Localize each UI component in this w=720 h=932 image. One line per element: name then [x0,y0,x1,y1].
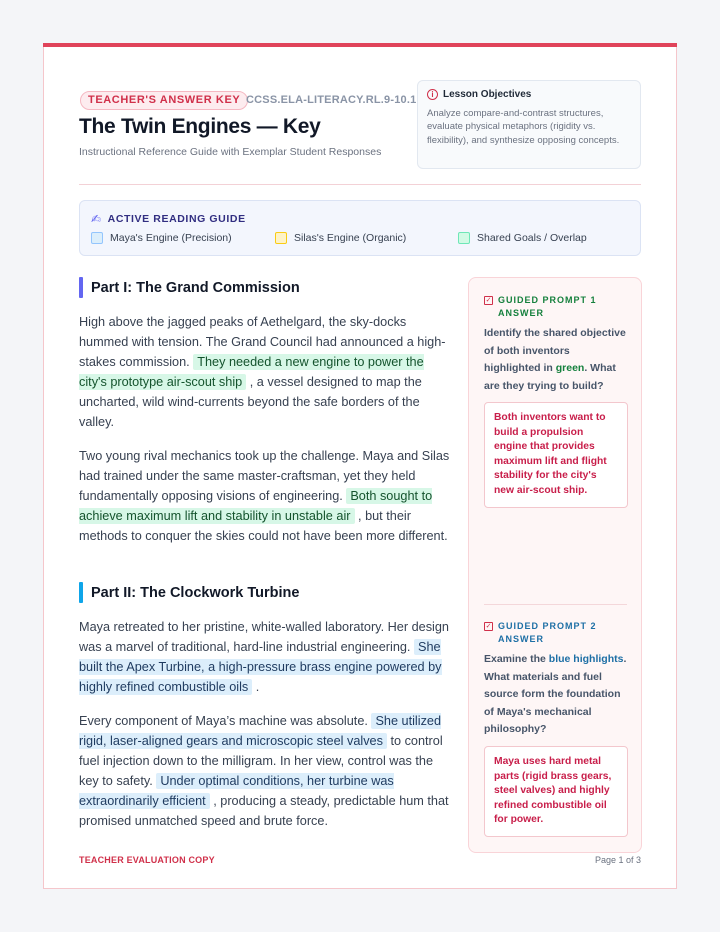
story-paragraph [79,617,454,697]
prompt-2-answer: Maya uses hard metal parts (rigid brass gears, steel valves) and highly refined combustible oil for power. [484,746,628,837]
pen-icon: ✍ [91,212,102,226]
section-heading-part-1 [79,277,300,298]
page-subtitle: Instructional Reference Guide with Exemplar Student Responses [79,146,382,158]
paragraph-text: . [252,680,260,695]
question-keyword: blue highlights [548,653,624,665]
paragraph-text: , but their methods to conquer the skies could not have been more different. [79,509,448,544]
maya-engine-highlight: She built the Apex Turbine, a high-pressure brass engine powered by highly refined combustible oils [79,640,442,695]
prompt-1-label: GUIDED PROMPT 1 ANSWER [498,295,597,318]
question-text: . What are they trying to build? [484,362,616,392]
shared-goal-highlight: Both sought to achieve maximum lift and stability in unstable air [79,489,433,524]
answer-key-badge: TEACHER'S ANSWER KEY [80,91,248,110]
footer-copy-label: TEACHER EVALUATION COPY [79,855,215,865]
legend-label: Silas's Engine (Organic) [294,232,407,244]
question-text: Examine the [484,653,549,665]
legend-item-silas [275,232,406,244]
maya-engine-highlight: She utilized rigid, laser-aligned gears and microscopic steel valves [79,714,442,749]
story-paragraph [79,711,454,832]
page-title: The Twin Engines — Key [79,115,321,138]
legend-label: Maya's Engine (Precision) [110,232,232,244]
accent-top-bar [43,43,677,47]
section-title: Part II: The Clockwork Turbine [91,584,300,601]
page-number: Page 1 of 3 [594,855,641,865]
checkbox-check-icon: ✓ [485,297,492,304]
legend-swatch-blue [91,232,103,244]
info-icon: i [427,89,438,100]
legend-swatch-yellow [275,232,287,244]
guided-prompts-sidebar [468,277,642,853]
prompt-2-label: GUIDED PROMPT 2 ANSWER [498,621,597,644]
prompt-1-answer: Both inventors want to build a propulsion engine that provides maximum lift and flight stability for the city's new air-scout ship. [484,402,628,508]
header-divider [79,184,641,185]
maya-engine-highlight: Under optimal conditions, her turbine was extraordinarily efficient [79,774,394,809]
section-accent-bar [79,277,83,298]
checkbox-check-icon: ✓ [485,623,492,630]
question-keyword: green [555,362,585,374]
paragraph-text: , a vessel designed to map the uncharted, wild wind-currents beyond the safe borders of the valley. [79,375,422,430]
prompt-2-question [484,651,629,739]
legend-item-shared [458,232,587,244]
paragraph-text: , producing a steady, predictable hum that promised unmatched speed and brute force. [79,794,449,829]
guide-header [91,212,246,226]
active-reading-guide [79,200,641,256]
objectives-title: Lesson Objectives [443,89,532,100]
worksheet-page [43,43,677,889]
prompt-1-question [484,325,629,395]
question-text: Identify the shared objective of both inventors highlighted in [484,327,626,374]
legend-item-maya [91,232,232,244]
story-paragraph [79,446,454,546]
shared-goal-highlight: They needed a new engine to power the city's prototype air-scout ship [79,355,424,390]
paragraph-text: High above the jagged peaks of Aethelgard, the sky-docks hummed with tension. The Grand Council had announced a high-stakes commission. [79,315,446,370]
legend-label: Shared Goals / Overlap [477,232,587,244]
standard-code: CCSS.ELA-LITERACY.RL.9-10.1 [246,94,417,106]
paragraph-text: Maya retreated to her pristine, white-walled laboratory. Her design was a marvel of traditional, hard-line industrial engineering. [79,620,449,655]
legend-swatch-green [458,232,470,244]
paragraph-text: Two young rival mechanics took up the challenge. Maya and Silas had trained under the same master-craftsman, yet they held fundamentally opposing visions of engineering. [79,449,450,504]
prompt-1-header [484,294,608,320]
lesson-objectives-card [417,80,641,169]
section-title: Part I: The Grand Commission [91,279,300,296]
objectives-header [427,89,631,100]
objectives-text: Analyze compare-and-contrast structures, evaluate physical metaphors (rigidity vs. flexibility), and synthesize opposing concepts. [427,108,620,146]
paragraph-text: to control fuel injection down to the milligram. In her view, control was the key to safety. [79,734,443,789]
paragraph-text: Every component of Maya’s machine was absolute. [79,714,372,728]
question-text: . What materials and fuel source form the foundation of Maya's mechanical philosophy? [484,653,627,735]
section-heading-part-2 [79,582,299,603]
prompt-divider [484,604,627,605]
prompt-2-header [484,620,608,646]
section-accent-bar [79,582,83,603]
story-paragraph [79,312,454,433]
guide-title: ACTIVE READING GUIDE [107,213,246,225]
